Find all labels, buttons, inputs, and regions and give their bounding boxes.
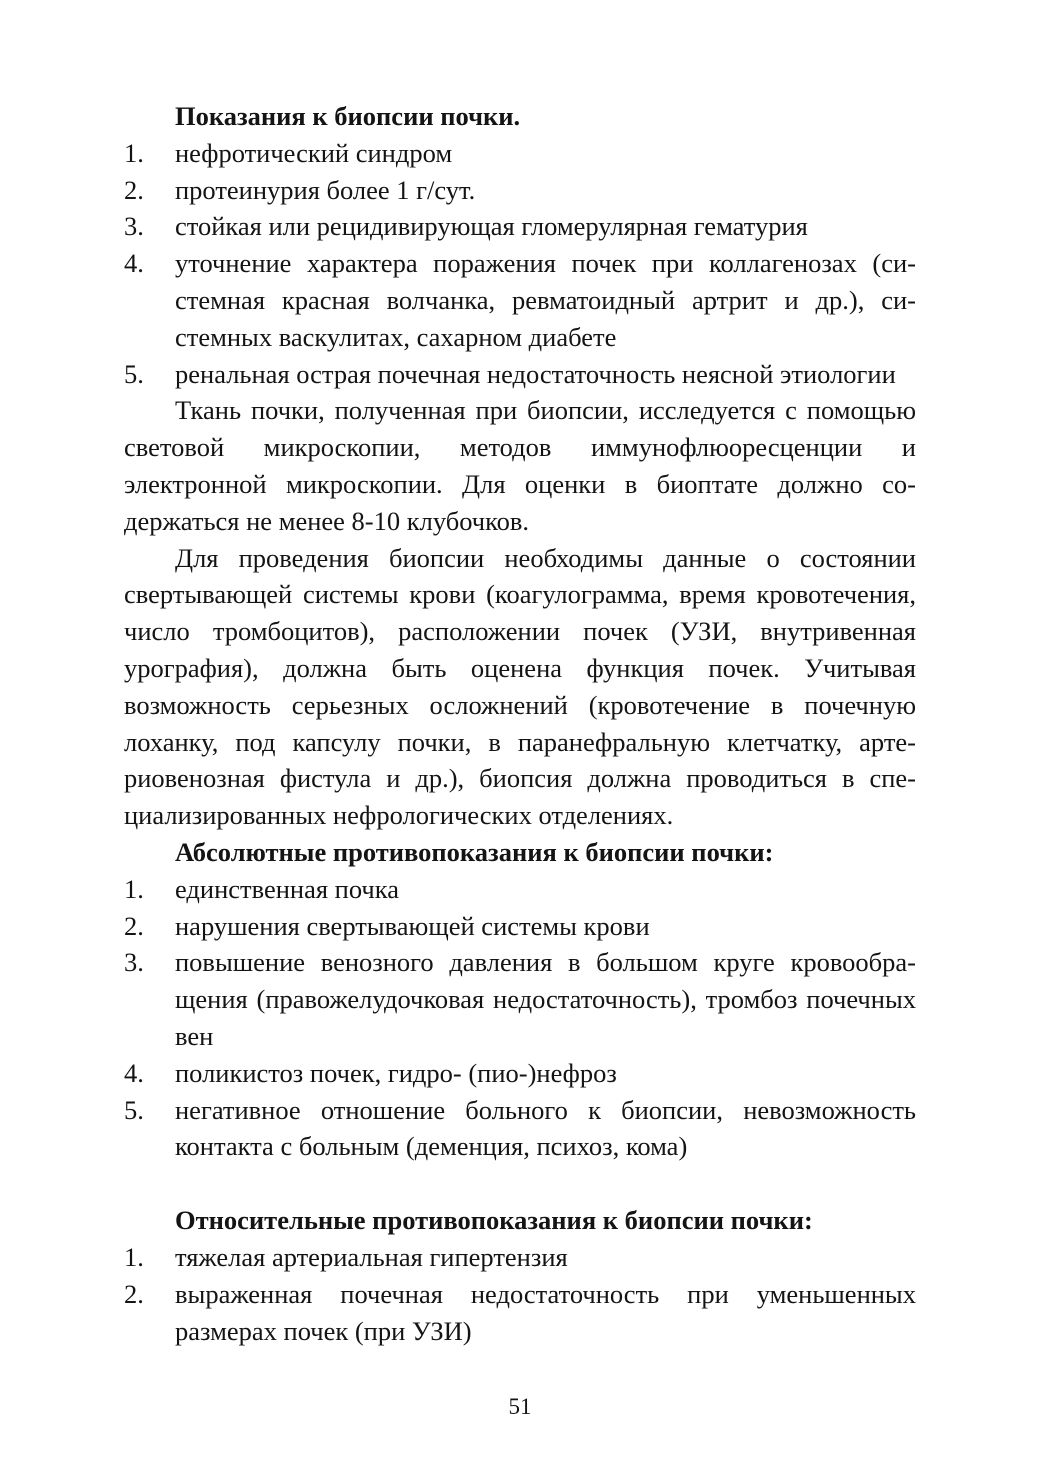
list-item	[124, 908, 916, 945]
absolute-contraindications-list	[124, 871, 916, 1165]
list-item	[124, 1239, 916, 1276]
absolute-contraindications-heading: Абсолютные противопоказания к биопсии почки:	[175, 836, 774, 867]
list-text: негативное отношение больного к биопсии, невозможность контакта с больным (деменция, психоз, кома)	[175, 1094, 916, 1162]
list-number: 1.	[124, 137, 144, 168]
list-number: 2.	[124, 1278, 144, 1309]
list-number: 2.	[124, 910, 144, 941]
list-number: 4.	[124, 248, 144, 279]
list-text: повышение венозного давления в большом круге кровообращения (правожелудочковая недостаточность), тромбоз почечных вен	[175, 947, 916, 1051]
list-text: нарушения свертывающей системы крови	[175, 910, 650, 941]
page-body	[124, 98, 916, 1349]
list-item	[124, 1092, 916, 1166]
list-number: 4.	[124, 1057, 144, 1088]
list-item	[124, 1055, 916, 1092]
list-item	[124, 135, 916, 172]
list-item	[124, 871, 916, 908]
list-item	[124, 356, 916, 393]
relative-contraindications-heading: Относительные противопоказания к биопсии почки:	[175, 1205, 813, 1236]
list-item	[124, 944, 916, 1054]
indications-heading: Показания к биопсии почки.	[175, 101, 521, 131]
list-item	[124, 208, 916, 245]
relative-contraindications-list	[124, 1239, 916, 1349]
section-gap	[124, 1165, 916, 1202]
page-number: 51	[508, 1394, 532, 1419]
list-number: 3.	[124, 947, 144, 978]
paragraph-biopsy-requirements: Для проведения биопсии необходимы данные о состоянии свертывающей системы крови (коагулограмма, время кровотечения, число тромбоцитов), расположении почек (УЗИ, внутривенная урография), должна быть оценена функция почек. Учитывая возможность серьезных осложнений (кровотечение в почечную лоханку, под капсулу почки, в паранефральную клетчатку, артериовенозная фистула и др.), биопсия должна проводиться в специализированных нефрологических отделениях.	[124, 542, 916, 831]
list-text: протеинурия более 1 г/сут.	[175, 174, 476, 205]
list-text: нефротический синдром	[175, 137, 453, 168]
list-text: стойкая или рецидивирующая гломерулярная гематурия	[175, 211, 808, 242]
list-text: ренальная острая почечная недостаточность неясной этиологии	[175, 358, 896, 389]
list-number: 2.	[124, 174, 144, 205]
list-text: поликистоз почек, гидро- (пио-)нефроз	[175, 1057, 617, 1088]
list-text: тяжелая артериальная гипертензия	[175, 1241, 568, 1272]
indications-list	[124, 135, 916, 393]
paragraph-biopsy-examination: Ткань почки, полученная при биопсии, исследуется с помощью световой микроскопии, методов иммунофлюоресценции и электронной микроскопии. Для оценки в биоптате должно содержаться не менее 8-10 клубочков.	[124, 395, 916, 536]
list-number: 1.	[124, 1241, 144, 1272]
list-number: 1.	[124, 873, 144, 904]
list-item	[124, 172, 916, 209]
list-text: уточнение характера поражения почек при коллагенозах (системная красная волчанка, ревматоидный артрит и др.), системных васкулитах, сахарном диабете	[175, 248, 916, 352]
list-item	[124, 245, 916, 355]
list-item	[124, 1276, 916, 1350]
list-number: 3.	[124, 211, 144, 242]
list-text: единственная почка	[175, 873, 399, 904]
list-number: 5.	[124, 358, 144, 389]
list-text: выраженная почечная недостаточность при уменьшенных размерах почек (при УЗИ)	[175, 1278, 916, 1346]
list-number: 5.	[124, 1094, 144, 1125]
